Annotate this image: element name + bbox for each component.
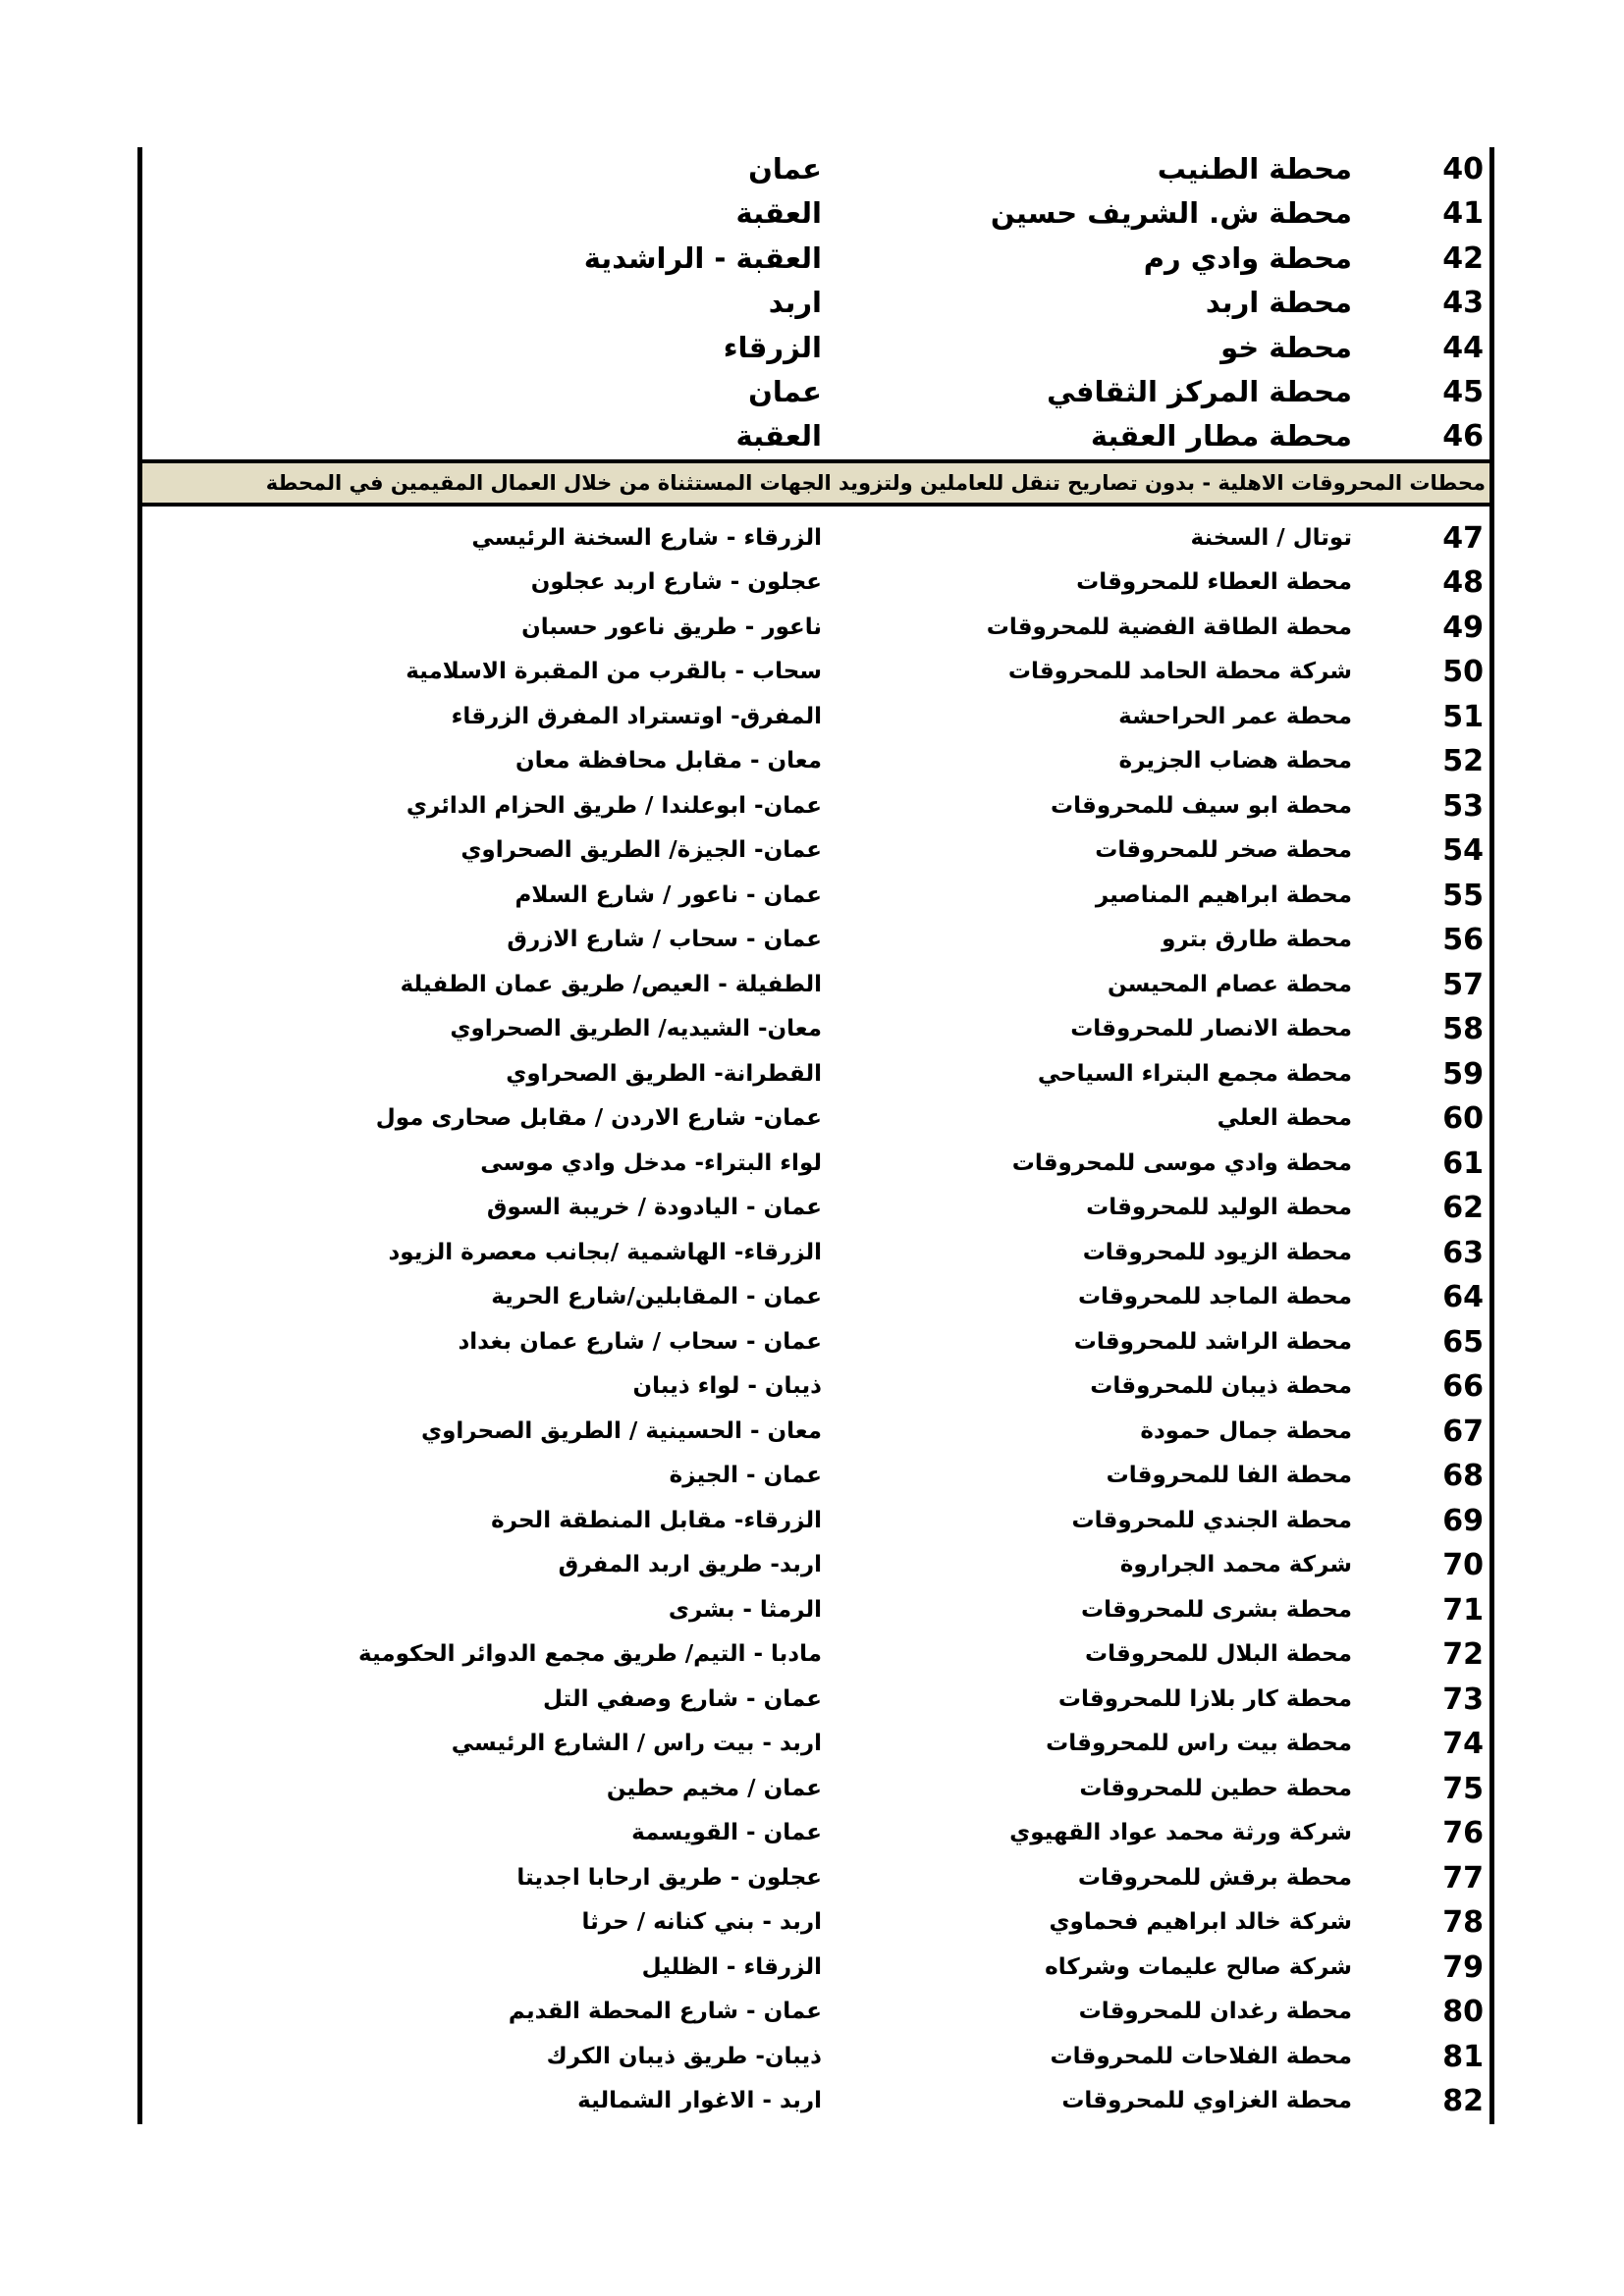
station-name: محطة ابراهيم المناصير <box>1095 881 1352 908</box>
row-number: 51 <box>1442 699 1484 734</box>
station-name: محطة وادي موسى للمحروقات <box>1011 1149 1352 1176</box>
table-row <box>142 918 1489 963</box>
table-row <box>142 1678 1489 1723</box>
table-row <box>142 1052 1489 1097</box>
station-location: ذيبان - لواء ذيبان <box>632 1373 822 1400</box>
station-location: عمان- الجيزة/ الطريق الصحراوي <box>460 837 822 864</box>
row-number: 46 <box>1442 419 1484 454</box>
station-name: محطة الزيود للمحروقات <box>1082 1239 1352 1265</box>
station-name: محطة الفلاحات للمحروقات <box>1050 2043 1352 2069</box>
station-name: محطة العلي <box>1217 1105 1352 1132</box>
table-row <box>142 1990 1489 2035</box>
table-row <box>142 281 1489 325</box>
station-name: محطة العطاء للمحروقات <box>1076 569 1352 596</box>
station-location: عمان - المقابلين/شارع الحرية <box>491 1284 822 1310</box>
station-location: العقبة <box>735 196 822 231</box>
station-name: محطة وادي رم <box>1143 240 1352 275</box>
group-private-stations <box>142 516 1489 2124</box>
row-number: 73 <box>1442 1682 1484 1717</box>
station-location: اربد - بيت راس / الشارع الرئيسي <box>451 1731 822 1757</box>
table-row <box>142 147 1489 191</box>
station-name: محطة مجمع البتراء السياحي <box>1037 1060 1352 1087</box>
table-row <box>142 370 1489 414</box>
station-name: محطة برقش للمحروقات <box>1077 1864 1352 1891</box>
station-location: عمان - اليادودة / خريبة السوق <box>486 1195 822 1221</box>
row-number: 45 <box>1442 374 1484 409</box>
station-location: مادبا - التيم/ طريق مجمع الدوائر الحكومية <box>358 1641 822 1668</box>
station-location: لواء البتراء- مدخل وادي موسى <box>480 1149 822 1176</box>
station-name: محطة الوليد للمحروقات <box>1086 1195 1352 1221</box>
row-number: 62 <box>1442 1191 1484 1226</box>
station-name: محطة الطاقة الفضية للمحروقات <box>986 614 1352 640</box>
row-number: 52 <box>1442 744 1484 779</box>
station-location: عمان - سحاب / شارع الازرق <box>507 927 822 953</box>
station-location: الرمثا - بشرى <box>668 1596 822 1623</box>
table-row <box>142 874 1489 919</box>
row-number: 42 <box>1442 240 1484 276</box>
row-number: 77 <box>1442 1860 1484 1896</box>
table-row <box>142 739 1489 784</box>
row-number: 47 <box>1442 520 1484 556</box>
stations-table <box>137 147 1494 2124</box>
station-name: محطة عصام المحيسن <box>1107 971 1352 997</box>
row-number: 82 <box>1442 2084 1484 2119</box>
station-location: عمان / مخيم حطين <box>606 1775 822 1801</box>
station-name: محطة هضاب الجزيرة <box>1118 748 1352 774</box>
station-location: القطرانة- الطريق الصحراوي <box>506 1060 822 1087</box>
table-row <box>142 1946 1489 1991</box>
station-location: الزرقاء - الظليل <box>641 1953 822 1980</box>
table-row <box>142 1275 1489 1320</box>
row-number: 57 <box>1442 967 1484 1002</box>
row-number: 69 <box>1442 1503 1484 1538</box>
station-name: محطة عمر الحراحشة <box>1118 703 1352 729</box>
table-row <box>142 1364 1489 1410</box>
station-location: عمان - شارع وصفي التل <box>543 1685 822 1712</box>
row-number: 70 <box>1442 1548 1484 1583</box>
station-name: محطة الطنيب <box>1157 152 1352 186</box>
row-number: 40 <box>1442 152 1484 187</box>
station-name: محطة الماجد للمحروقات <box>1077 1284 1352 1310</box>
station-location: عجلون - طريق ارحابا اجديتا <box>516 1864 822 1891</box>
row-number: 68 <box>1442 1459 1484 1494</box>
row-number: 53 <box>1442 788 1484 824</box>
station-location: المفرق- اوتستراد المفرق الزرقاء <box>451 703 822 729</box>
table-row <box>142 695 1489 740</box>
table-row <box>142 1811 1489 1856</box>
station-location: ذيبان- طريق ذيبان الكرك <box>546 2043 822 2069</box>
table-row <box>142 237 1489 281</box>
station-location: سحاب - بالقرب من المقبرة الاسلامية <box>406 659 822 685</box>
table-row <box>142 1231 1489 1276</box>
station-name: شركة صالح عليمات وشركاه <box>1045 1953 1352 1980</box>
section-header: محطات المحروقات الاهلية - بدون تصاريح تنقل للعاملين ولتزويد الجهات المستثناة من خلال العمال المقيمين في المحطة <box>137 459 1494 507</box>
station-name: محطة الراشد للمحروقات <box>1073 1328 1352 1355</box>
station-location: العقبة <box>735 419 822 454</box>
table-row <box>142 1767 1489 1812</box>
station-location: عمان - شارع المحطة القديم <box>508 1999 822 2025</box>
table-row <box>142 561 1489 606</box>
row-number: 79 <box>1442 1949 1484 1985</box>
row-number: 49 <box>1442 610 1484 645</box>
row-number: 54 <box>1442 833 1484 869</box>
station-location: الزرقاء <box>723 330 822 364</box>
station-location: معان - الحسينية / الطريق الصحراوي <box>420 1417 822 1444</box>
table-row <box>142 1142 1489 1187</box>
station-name: محطة حطين للمحروقات <box>1079 1775 1352 1801</box>
station-location: الزرقاء- الهاشمية /بجانب معصرة الزيود <box>388 1239 822 1265</box>
station-name: محطة بشرى للمحروقات <box>1080 1596 1352 1623</box>
table-row <box>142 1722 1489 1767</box>
station-name: محطة البلال للمحروقات <box>1085 1641 1352 1668</box>
table-row <box>142 1632 1489 1678</box>
station-name: محطة الجندي للمحروقات <box>1071 1507 1352 1533</box>
table-row <box>142 1499 1489 1544</box>
station-location: عمان - الجيزة <box>669 1463 822 1489</box>
station-name: محطة كار بلازا للمحروقات <box>1057 1685 1352 1712</box>
station-name: محطة طارق بترو <box>1162 927 1352 953</box>
station-name: محطة الانصار للمحروقات <box>1070 1016 1352 1042</box>
row-number: 44 <box>1442 330 1484 365</box>
table-row <box>142 191 1489 236</box>
row-number: 81 <box>1442 2039 1484 2074</box>
station-location: عمان <box>748 374 822 408</box>
station-name: محطة الغزاوي للمحروقات <box>1061 2088 1352 2114</box>
row-number: 60 <box>1442 1101 1484 1137</box>
row-number: 63 <box>1442 1235 1484 1270</box>
station-name: توتال / السخنة <box>1190 524 1352 551</box>
document-page <box>137 147 1494 2124</box>
station-name: محطة الفا للمحروقات <box>1106 1463 1352 1489</box>
table-row <box>142 650 1489 695</box>
station-name: محطة رغدان للمحروقات <box>1078 1999 1352 2025</box>
row-number: 55 <box>1442 878 1484 913</box>
row-number: 59 <box>1442 1056 1484 1092</box>
station-name: محطة المركز الثقافي <box>1047 374 1352 408</box>
table-row <box>142 1856 1489 1901</box>
station-name: شركة ورثة محمد عواد القهيوي <box>1009 1820 1352 1846</box>
group-public-stations <box>142 147 1489 459</box>
table-row <box>142 784 1489 829</box>
station-location: عمان <box>748 152 822 186</box>
station-location: ناعور - طريق ناعور حسبان <box>521 614 822 640</box>
row-number: 76 <box>1442 1816 1484 1851</box>
table-row <box>142 414 1489 458</box>
row-number: 64 <box>1442 1280 1484 1315</box>
row-number: 50 <box>1442 655 1484 690</box>
station-name: محطة اربد <box>1205 286 1352 320</box>
station-name: محطة مطار العقبة <box>1090 419 1352 454</box>
station-location: الزرقاء- مقابل المنطقة الحرة <box>491 1507 822 1533</box>
row-number: 43 <box>1442 286 1484 321</box>
station-location: العقبة - الراشدية <box>583 240 822 275</box>
station-location: عمان- شارع الاردن / مقابل صحارى مول <box>375 1105 822 1132</box>
row-number: 72 <box>1442 1637 1484 1673</box>
row-number: 56 <box>1442 923 1484 958</box>
station-name: شركة محطة الحامد للمحروقات <box>1007 659 1352 685</box>
station-name: محطة ذيبان للمحروقات <box>1090 1373 1352 1400</box>
table-row <box>142 2079 1489 2124</box>
station-location: عمان - ناعور / شارع السلام <box>514 881 822 908</box>
table-row <box>142 1588 1489 1633</box>
station-location: اربد <box>768 286 822 320</box>
table-row <box>142 828 1489 874</box>
table-row <box>142 516 1489 561</box>
row-number: 80 <box>1442 1995 1484 2030</box>
station-name: شركة خالد ابراهيم فحماوي <box>1049 1909 1352 1936</box>
station-location: عمان - سحاب / شارع عمان بغداد <box>458 1328 822 1355</box>
station-location: عمان- ابوعلندا / طريق الحزام الدائري <box>406 792 822 819</box>
station-name: محطة ش. الشريف حسين <box>990 196 1352 231</box>
row-number: 58 <box>1442 1012 1484 1047</box>
table-row <box>142 1186 1489 1231</box>
station-location: اربد- طريق اربد المفرق <box>558 1552 822 1578</box>
row-number: 75 <box>1442 1771 1484 1806</box>
table-row <box>142 1454 1489 1499</box>
station-location: عجلون - شارع اربد عجلون <box>530 569 822 596</box>
row-number: 48 <box>1442 565 1484 601</box>
row-number: 74 <box>1442 1727 1484 1762</box>
station-location: معان- الشيديه/ الطريق الصحراوي <box>450 1016 822 1042</box>
station-location: الزرقاء - شارع السخنة الرئيسي <box>471 524 822 551</box>
station-location: معان - مقابل محافظة معان <box>514 748 822 774</box>
row-number: 78 <box>1442 1905 1484 1941</box>
table-row <box>142 2035 1489 2080</box>
station-name: محطة صخر للمحروقات <box>1095 837 1352 864</box>
table-row <box>142 1320 1489 1365</box>
station-location: اربد - بني كنانه / حرثا <box>581 1909 822 1936</box>
row-number: 67 <box>1442 1414 1484 1449</box>
table-row <box>142 1543 1489 1588</box>
table-row <box>142 606 1489 651</box>
station-location: عمان - القويسمة <box>631 1820 822 1846</box>
table-row <box>142 1007 1489 1052</box>
table-row <box>142 1410 1489 1455</box>
row-number: 61 <box>1442 1146 1484 1181</box>
table-row <box>142 326 1489 370</box>
row-number: 66 <box>1442 1369 1484 1405</box>
station-name: محطة بيت راس للمحروقات <box>1046 1731 1352 1757</box>
row-number: 65 <box>1442 1324 1484 1360</box>
row-number: 41 <box>1442 196 1484 232</box>
table-row <box>142 1900 1489 1946</box>
table-row <box>142 963 1489 1008</box>
station-name: محطة خو <box>1220 330 1352 364</box>
table-row <box>142 1096 1489 1142</box>
row-number: 71 <box>1442 1592 1484 1628</box>
station-location: اربد - الاغوار الشمالية <box>577 2088 822 2114</box>
station-name: محطة جمال حمودة <box>1140 1417 1352 1444</box>
station-location: الطفيلة - العيص/ طريق عمان الطفيلة <box>400 971 822 997</box>
station-name: محطة ابو سيف للمحروقات <box>1051 792 1352 819</box>
station-name: شركة محمد الجراروة <box>1119 1552 1352 1578</box>
